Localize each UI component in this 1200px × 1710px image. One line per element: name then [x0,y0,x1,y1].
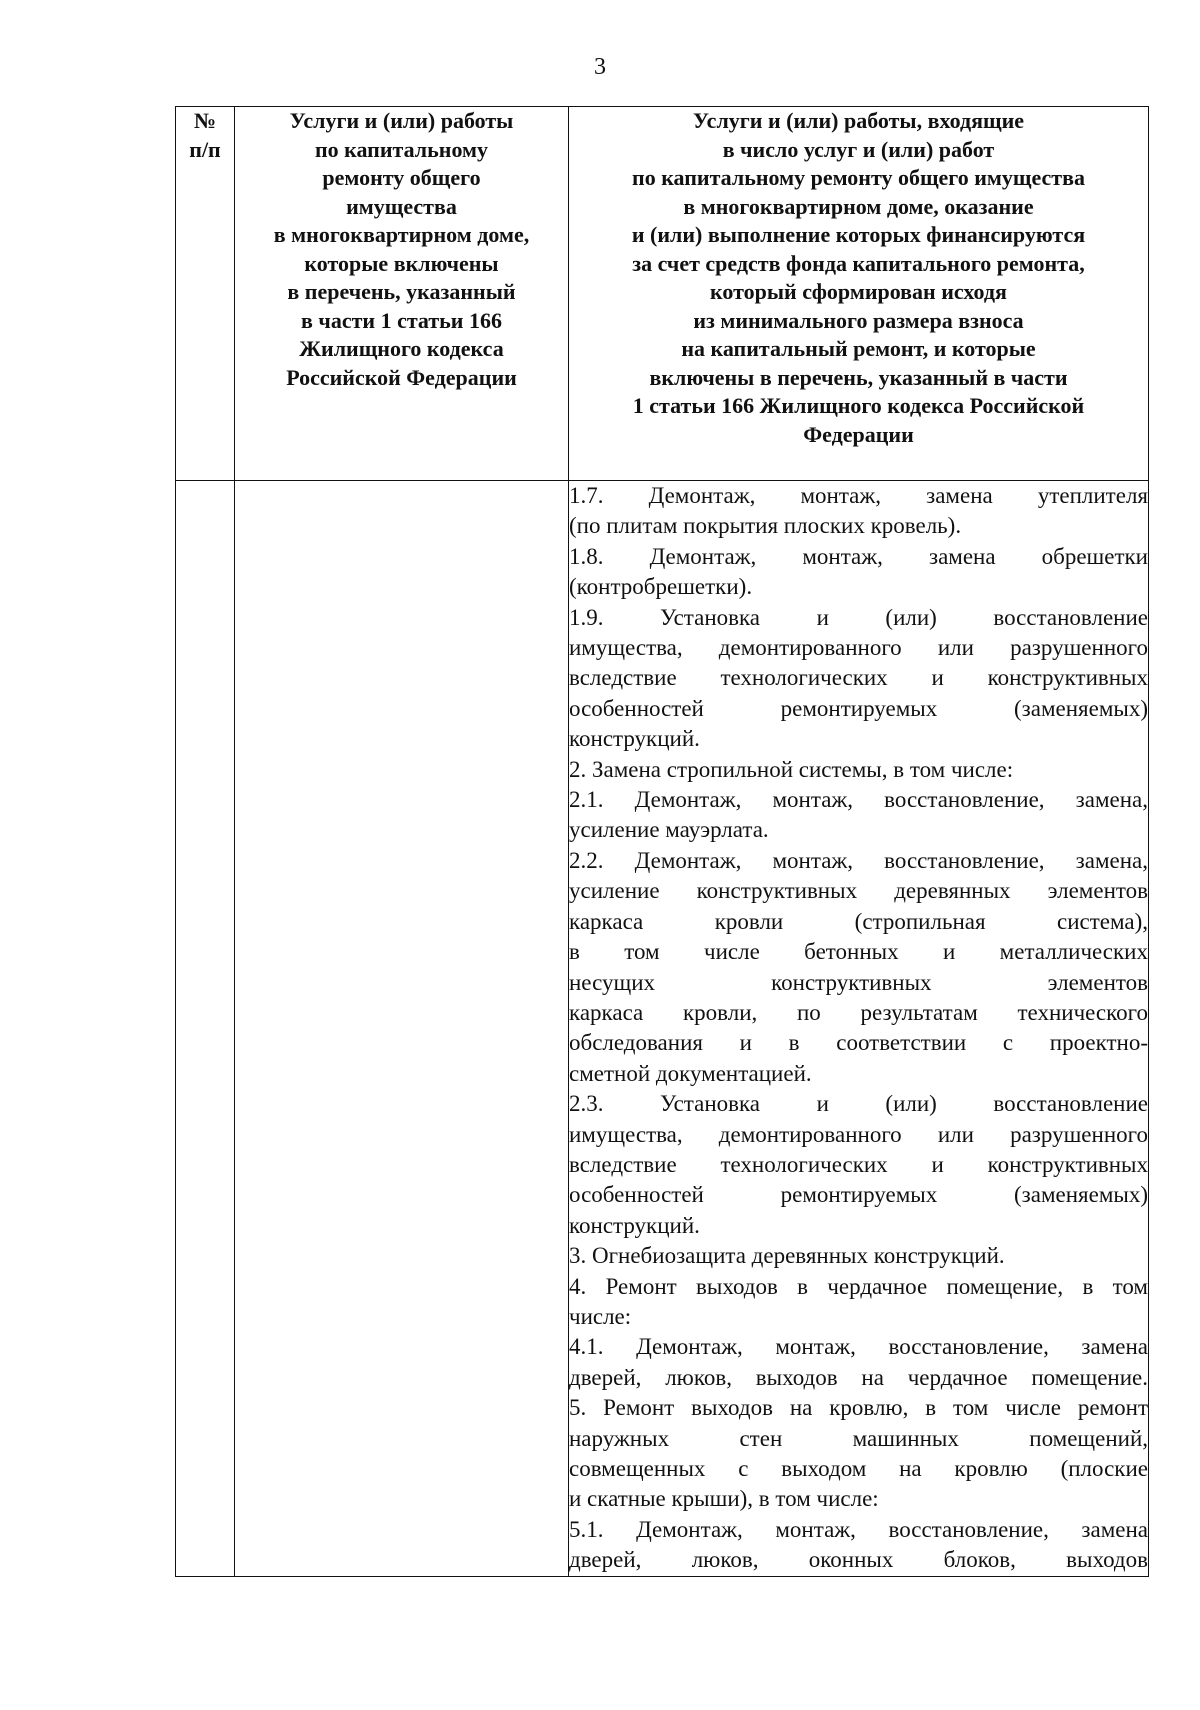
content-line: усиление конструктивных деревянных элементов [569,878,1148,904]
page-number: 3 [594,54,606,80]
content-line: особенностей ремонтируемых (заменяемых) [569,1182,1148,1208]
content-line: дверей, люков, выходов на чердачное помещение. [569,1364,1148,1390]
number-cell [176,481,235,1577]
header-line: № [193,108,217,133]
table-header-row [176,107,1149,481]
header-line: по капитальному ремонту общего имущества [632,165,1085,190]
content-line: 4. Ремонт выходов в чердачное помещение, в том [569,1273,1148,1299]
header-line: Российской Федерации [286,364,517,390]
header-line: и (или) выполнение которых финансируются [631,222,1086,247]
header-services-cell [235,107,569,481]
header-line: из минимального размера взноса [693,307,1024,333]
header-number-cell [176,107,235,481]
content-line: 4.1. Демонтаж, монтаж, восстановление, замена [569,1334,1148,1360]
content-line: конструкций. [569,1212,700,1238]
header-line: Услуги и (или) работы [289,108,514,133]
content-line: 1.8. Демонтаж, монтаж, замена обрешетки [569,543,1148,569]
content-line: вследствие технологических и конструктивных [569,1151,1148,1177]
content-line: обследования и в соответствии с проектно- [569,1030,1148,1056]
content-line: (по плитам покрытия плоских кровель). [569,513,962,539]
header-line: п/п [189,136,221,162]
services-table [175,106,1149,1577]
header-line: Услуги и (или) работы, входящие [692,108,1025,133]
content-line: сметной документацией. [569,1060,812,1086]
content-line: несущих конструктивных элементов [569,969,1148,995]
content-line: в том числе бетонных и металлических [569,939,1148,965]
header-line: в части 1 статьи 166 [301,307,502,333]
services-cell [235,481,569,1577]
content-line: 1.7. Демонтаж, монтаж, замена утеплителя [569,483,1148,508]
content-line: 2.3. Установка и (или) восстановление [569,1091,1148,1117]
funded-services-content [569,481,1149,1577]
header-line: который сформирован исходя [710,279,1007,304]
content-line: (контробрешетки). [569,574,753,600]
content-line: 2. Замена стропильной системы, в том числе: [569,756,1014,782]
header-line: которые включены [304,250,499,276]
content-line: числе: [569,1303,632,1329]
header-line: на капитальный ремонт, и которые [681,336,1036,361]
content-line: 5.1. Демонтаж, монтаж, восстановление, замена [569,1516,1148,1542]
content-line: вследствие технологических и конструктивных [569,665,1148,691]
header-line: в многоквартирном доме, оказание [683,193,1034,219]
header-line: 1 статьи 166 Жилищного кодекса Российской [632,393,1085,418]
content-line: совмещенных с выходом на кровлю (плоские [569,1456,1148,1481]
content-line: каркаса кровли, по результатам технического [569,999,1148,1025]
content-line: 2.1. Демонтаж, монтаж, восстановление, замена, [569,787,1148,813]
header-line: ремонту общего [322,165,481,190]
table-body-row [176,481,1149,1577]
content-line: имущества, демонтированного или разрушенного [569,635,1148,661]
header-line: за счет средств фонда капитального ремонта, [632,250,1085,276]
content-line: 5. Ремонт выходов на кровлю, в том числе ремонт [569,1395,1148,1421]
header-line: в число услуг и (или) работ [722,136,995,162]
header-line: имущества [346,193,457,219]
content-line: дверей, люков, оконных блоков, выходов [569,1547,1148,1573]
header-funded-services-cell [569,107,1149,481]
content-line: конструкций. [569,726,700,752]
content-line: наружных стен машинных помещений, [569,1425,1148,1451]
content-line: усиление мауэрлата. [569,817,769,843]
content-line: имущества, демонтированного или разрушенного [569,1121,1148,1147]
header-line: Федерации [803,421,914,447]
content-line: 1.9. Установка и (или) восстановление [569,604,1148,630]
content-line: 3. Огнебиозащита деревянных конструкций. [569,1243,1005,1269]
content-line: каркаса кровли (стропильная система), [569,908,1148,934]
content-line: и скатные крыши), в том числе: [569,1486,879,1512]
content-line: 2.2. Демонтаж, монтаж, восстановление, замена, [569,847,1148,873]
content-line: особенностей ремонтируемых (заменяемых) [569,695,1148,721]
header-line: включены в перечень, указанный в части [649,364,1068,390]
header-line: в перечень, указанный [287,279,516,304]
header-line: Жилищного кодекса [299,336,504,361]
header-line: в многоквартирном доме, [273,222,530,247]
header-line: по капитальному [314,136,489,162]
